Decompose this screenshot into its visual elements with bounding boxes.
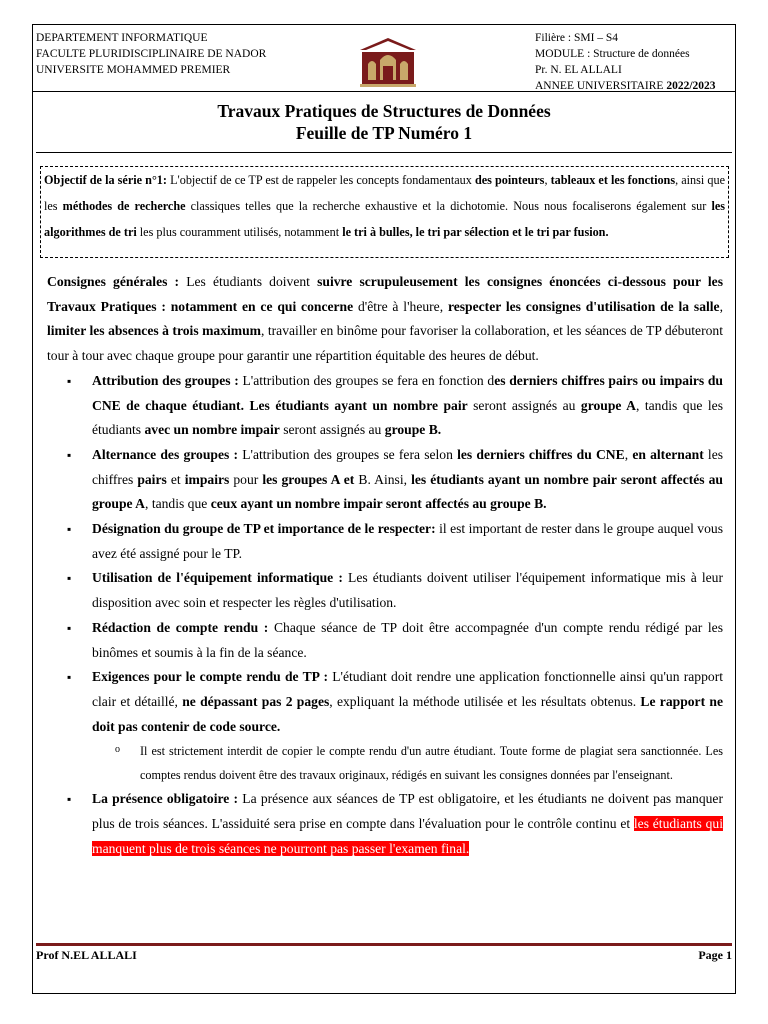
text-run: , travailler en binôme pour favoriser la collaboration, et les séances de TP débuteront tour à tour avec chaque groupe pour garantir une répartition équitable des heures de début. — [47, 323, 723, 364]
text-run: , ainsi que les — [44, 173, 726, 213]
bold-text: groupe B. — [384, 422, 442, 438]
bold-text: es derniers chiffres pairs ou impairs du CNE de chaque étudiant. Les étudiants ayant un nombre pair — [92, 372, 723, 413]
text-run: Les étudiants doivent utiliser l'équipement informatique mis à leur disposition avec soin et respecter les règles d'utilisation. — [92, 570, 724, 611]
bold-text: avec un nombre impair — [144, 422, 280, 438]
highlighted-text: les étudiants qui manquent plus de trois séances ne pourront pas passer l'examen final. — [92, 816, 723, 856]
text-run: d'être à l'heure, — [353, 298, 448, 314]
bold-text: les derniers chiffres du CNE — [457, 446, 625, 462]
header-left-line: UNIVERSITE MOHAMMED PREMIER — [36, 64, 231, 76]
text-run: L'attribution des groupes se fera en fonction d — [238, 372, 495, 388]
title-divider — [36, 152, 732, 153]
text-run: , tandis que les étudiants — [92, 397, 723, 438]
bold-text: pairs — [137, 471, 167, 487]
instruction-item — [47, 566, 723, 615]
header-right-line — [535, 30, 716, 46]
instruction-item — [47, 369, 723, 443]
bold-text: les algorithmes de tri — [44, 199, 725, 239]
instruction-subitem — [92, 739, 723, 787]
bold-text: impairs — [184, 471, 230, 487]
text-run: ANNEE UNIVERSITAIRE — [535, 80, 667, 92]
header-divider — [32, 91, 736, 92]
bold-text: méthodes de recherche — [62, 199, 186, 213]
instruction-text — [92, 669, 723, 733]
bold-text: ceux ayant un nombre impair seront affectés au groupe B. — [210, 496, 547, 512]
text-run: Il est strictement interdit de copier le compte rendu d'un autre étudiant. Toute forme de plagiat sera sanctionnée. Les comptes rendus doivent être des travaux originaux, rédigés en suivant les consignes données par l'enseignant. — [140, 744, 723, 783]
bold-text: ne dépassant pas 2 pages — [182, 693, 330, 709]
footer-divider — [36, 943, 732, 946]
footer-page-number: Page 1 — [698, 948, 732, 962]
text-run: pour — [229, 471, 263, 487]
instruction-sublist — [92, 739, 723, 787]
text-run: , — [624, 446, 633, 462]
bold-text: 2022/2023 — [666, 80, 716, 92]
title-line-2: Feuille de TP Numéro 1 — [295, 123, 473, 143]
objective-box — [40, 166, 729, 258]
text-run: L'objectif de ce TP est de rappeler les concepts fondamentaux — [166, 173, 475, 187]
footer-author: Prof N.EL ALLALI — [36, 948, 137, 962]
bold-text: Attribution des groupes : — [92, 372, 239, 388]
instruction-item — [47, 517, 723, 566]
header-left-line: FACULTE PLURIDISCIPLINAIRE DE NADOR — [36, 48, 267, 60]
instruction-item — [47, 787, 723, 861]
title-line-1: Travaux Pratiques de Structures de Données — [217, 101, 551, 121]
bold-text: suivre scrupuleusement les consignes énoncées ci-dessous pour les Travaux Pratiques : notamment en ce qui concerne — [47, 274, 723, 314]
text-run: La présence aux séances de TP est obligatoire, et les étudiants ne doivent pas manquer plus de trois séances. L'assiduité sera prise en compte dans l'évaluation pour le contrôle continu et — [92, 791, 723, 832]
header-right-line — [535, 46, 716, 62]
instruction-item — [47, 443, 723, 517]
bold-text: Utilisation de l'équipement informatique : — [92, 570, 343, 586]
text-run: seront assignés au — [467, 397, 581, 413]
bold-text: tableaux et les fonctions — [550, 173, 676, 187]
header-institution — [36, 30, 266, 78]
text-run: Les étudiants doivent — [179, 274, 318, 289]
text-run: classiques telles que la recherche exhaustive et la dichotomie. Nous nous focaliserons également sur — [185, 199, 712, 213]
bold-text: groupe A — [580, 397, 636, 413]
bold-text: Le rapport ne doit pas contenir de code source. — [92, 693, 723, 734]
text-run: L'attribution des groupes se fera selon — [238, 446, 458, 462]
text-run: Filière : SMI – S4 — [535, 32, 619, 44]
text-run: Pr. N. EL ALLALI — [535, 64, 622, 76]
bold-text: les étudiants ayant un nombre pair seront affectés au groupe A — [92, 471, 723, 512]
text-run: B. Ainsi, — [354, 471, 412, 487]
bold-text: en alternant — [632, 446, 704, 462]
bold-text: respecter les consignes d'utilisation de la salle — [447, 298, 720, 314]
instruction-item — [47, 616, 723, 665]
text-run: les plus couramment utilisés, notamment — [136, 225, 343, 239]
bold-text: Consignes générales : — [47, 274, 180, 289]
header-module-info — [535, 30, 716, 94]
bold-text: Objectif de la série n°1: — [44, 173, 167, 187]
text-run: et — [166, 471, 185, 487]
text-run: il est important de rester dans le groupe auquel vous avez été assigné pour le TP. — [92, 521, 723, 561]
text-run: , expliquant la méthode utilisée et les résultats obtenus. — [329, 693, 641, 709]
instruction-text — [92, 521, 723, 561]
bold-text: La présence obligatoire : — [92, 791, 239, 807]
text-run: , — [544, 173, 551, 187]
instruction-text — [92, 570, 723, 610]
text-run: , — [719, 298, 723, 314]
text-run: , tandis que — [145, 496, 211, 512]
bold-text: Alternance des groupes : — [92, 446, 239, 462]
instruction-item — [47, 665, 723, 787]
text-run: MODULE : Structure de données — [535, 48, 690, 60]
instructions-intro — [47, 270, 723, 369]
bold-text: le tri à bulles, le tri par sélection et le tri par fusion. — [342, 225, 609, 239]
header-right-line — [535, 62, 716, 78]
instruction-text — [92, 620, 723, 660]
bold-text: limiter les absences à trois maximum — [47, 323, 261, 339]
general-instructions — [47, 270, 723, 861]
text-run: Chaque séance de TP doit être accompagnée d'un compte rendu rédigé par les binômes et soumis à la fin de la séance. — [92, 619, 723, 660]
text-run: les chiffres — [92, 446, 724, 487]
header-left-line: DEPARTEMENT INFORMATIQUE — [36, 32, 208, 44]
bold-text: les groupes A et — [262, 471, 355, 487]
university-logo — [356, 36, 420, 88]
bold-text: Rédaction de compte rendu : — [92, 619, 269, 635]
document-title — [32, 100, 736, 144]
instructions-list — [47, 369, 723, 862]
bold-text: Exigences pour le compte rendu de TP : — [92, 669, 328, 685]
instruction-text — [92, 447, 723, 511]
bold-text: des pointeurs — [474, 173, 545, 187]
instruction-text — [92, 791, 723, 855]
instruction-text — [92, 373, 723, 437]
text-run: seront assignés au — [279, 422, 385, 438]
bold-text: Désignation du groupe de TP et importance de le respecter: — [92, 521, 436, 537]
text-run: L'étudiant doit rendre une application fonctionnelle ainsi qu'un rapport clair et détaillé, — [92, 669, 724, 709]
